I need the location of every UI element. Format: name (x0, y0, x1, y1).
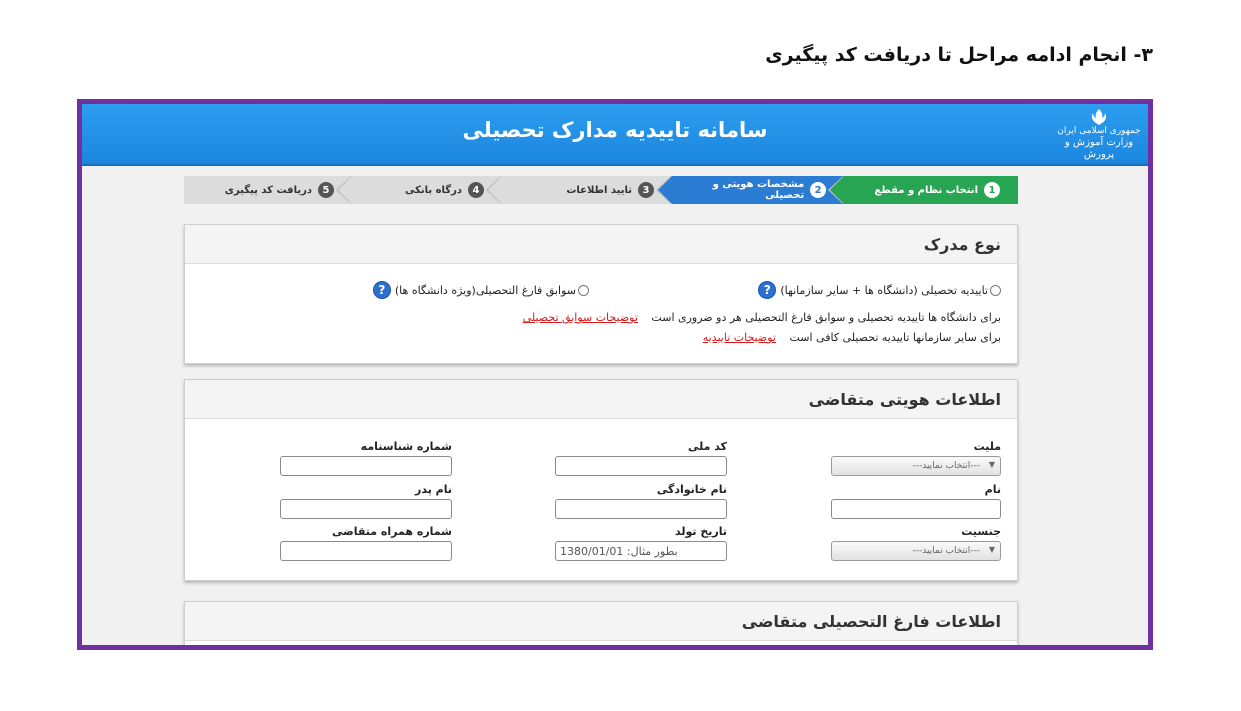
dropdown-arrow-icon: ▼ (988, 545, 995, 554)
step-5 (184, 176, 352, 204)
option-graduation-records[interactable] (373, 281, 589, 299)
step-2 (672, 176, 844, 204)
gender-select-value: ---انتخاب نمایید--- (912, 546, 980, 556)
app-header (82, 104, 1148, 166)
last-name-input[interactable] (555, 499, 727, 519)
doc-type-options (201, 281, 1001, 305)
step-3 (502, 176, 672, 204)
step-4 (352, 176, 502, 204)
identity-title: اطلاعات هویتی متقاضی (185, 380, 1017, 419)
first-name-label: نام (984, 483, 1001, 496)
screenshot-frame (77, 99, 1153, 650)
last-name-label: نام خانوادگی (656, 483, 727, 496)
birth-date-label: تاریخ تولد (675, 525, 727, 538)
birth-date-input[interactable] (555, 541, 727, 561)
app-title: سامانه تاییدیه مدارک تحصیلی (462, 118, 768, 142)
father-name-input[interactable] (280, 499, 452, 519)
ministry-logo (1056, 108, 1142, 162)
graduation-title: اطلاعات فارغ التحصیلی متقاضی (185, 602, 1017, 641)
link-confirmation-info[interactable]: توضیحات تاییدیه (702, 331, 776, 344)
step-1-number: 1 (984, 182, 1000, 198)
graduation-panel (184, 601, 1018, 650)
first-name-input[interactable] (831, 499, 1001, 519)
logo-line2: وزارت آموزش و پرورش (1064, 137, 1134, 160)
father-name-label: نام پدر (415, 483, 452, 496)
step-5-label: دریافت کد پیگیری (224, 184, 312, 196)
mobile-input[interactable] (280, 541, 452, 561)
national-code-input[interactable] (555, 456, 727, 476)
step-1-label: انتخاب نظام و مقطع (874, 184, 978, 196)
logo-line1: جمهوری اسلامی ایران (1057, 126, 1141, 136)
info-universities (523, 311, 1001, 324)
emblem-icon (1090, 108, 1108, 126)
option-academic-confirmation[interactable] (758, 281, 1001, 299)
link-graduation-records-info[interactable]: توضیحات سوابق تحصیلی (522, 311, 638, 324)
step-5-number: 5 (318, 182, 334, 198)
radio-graduation-records[interactable] (578, 285, 589, 296)
option-academic-confirmation-label: تاییدیه تحصیلی (دانشگاه ها + سایر سازمانها) (780, 283, 988, 297)
nationality-label: ملیت (973, 440, 1001, 453)
mobile-label: شماره همراه متقاضی (331, 525, 452, 538)
national-code-label: کد ملی (687, 440, 727, 453)
birth-cert-input[interactable] (280, 456, 452, 476)
info-organizations-text: برای سایر سازمانها تاییدیه تحصیلی کافی است (789, 331, 1001, 344)
document-heading: ۳- انجام ادامه مراحل تا دریافت کد پیگیری (765, 44, 1153, 66)
question-mark-icon[interactable]: ? (373, 281, 391, 299)
nationality-select-value: ---انتخاب نمایید--- (912, 461, 980, 471)
radio-academic-confirmation[interactable] (990, 285, 1001, 296)
identity-panel (184, 379, 1018, 581)
doc-type-panel (184, 224, 1018, 364)
step-3-label: تایید اطلاعات (566, 184, 632, 196)
step-2-label: مشخصات هویتی و تحصیلی (712, 179, 805, 201)
step-4-number: 4 (468, 182, 484, 198)
info-organizations (703, 331, 1001, 344)
birth-date-placeholder: بطور مثال: 1380/01/01 (560, 544, 678, 558)
step-2-number: 2 (810, 182, 826, 198)
step-1 (844, 176, 1018, 204)
question-mark-icon[interactable]: ? (758, 281, 776, 299)
step-4-label: درگاه بانکی (404, 184, 462, 196)
nationality-select[interactable] (831, 456, 1001, 476)
info-universities-text: برای دانشگاه ها تاییدیه تحصیلی و سوابق فارغ التحصیلی هر دو ضروری است (651, 311, 1001, 324)
option-graduation-records-label: سوابق فارغ التحصیلی(ویژه دانشگاه ها) (394, 283, 576, 297)
dropdown-arrow-icon: ▼ (988, 460, 995, 469)
doc-type-title: نوع مدرک (185, 225, 1017, 264)
progress-stepper (184, 176, 1018, 204)
birth-cert-label: شماره شناسنامه (360, 440, 452, 453)
step-3-number: 3 (638, 182, 654, 198)
gender-select[interactable] (831, 541, 1001, 561)
gender-label: جنسیت (961, 525, 1001, 538)
